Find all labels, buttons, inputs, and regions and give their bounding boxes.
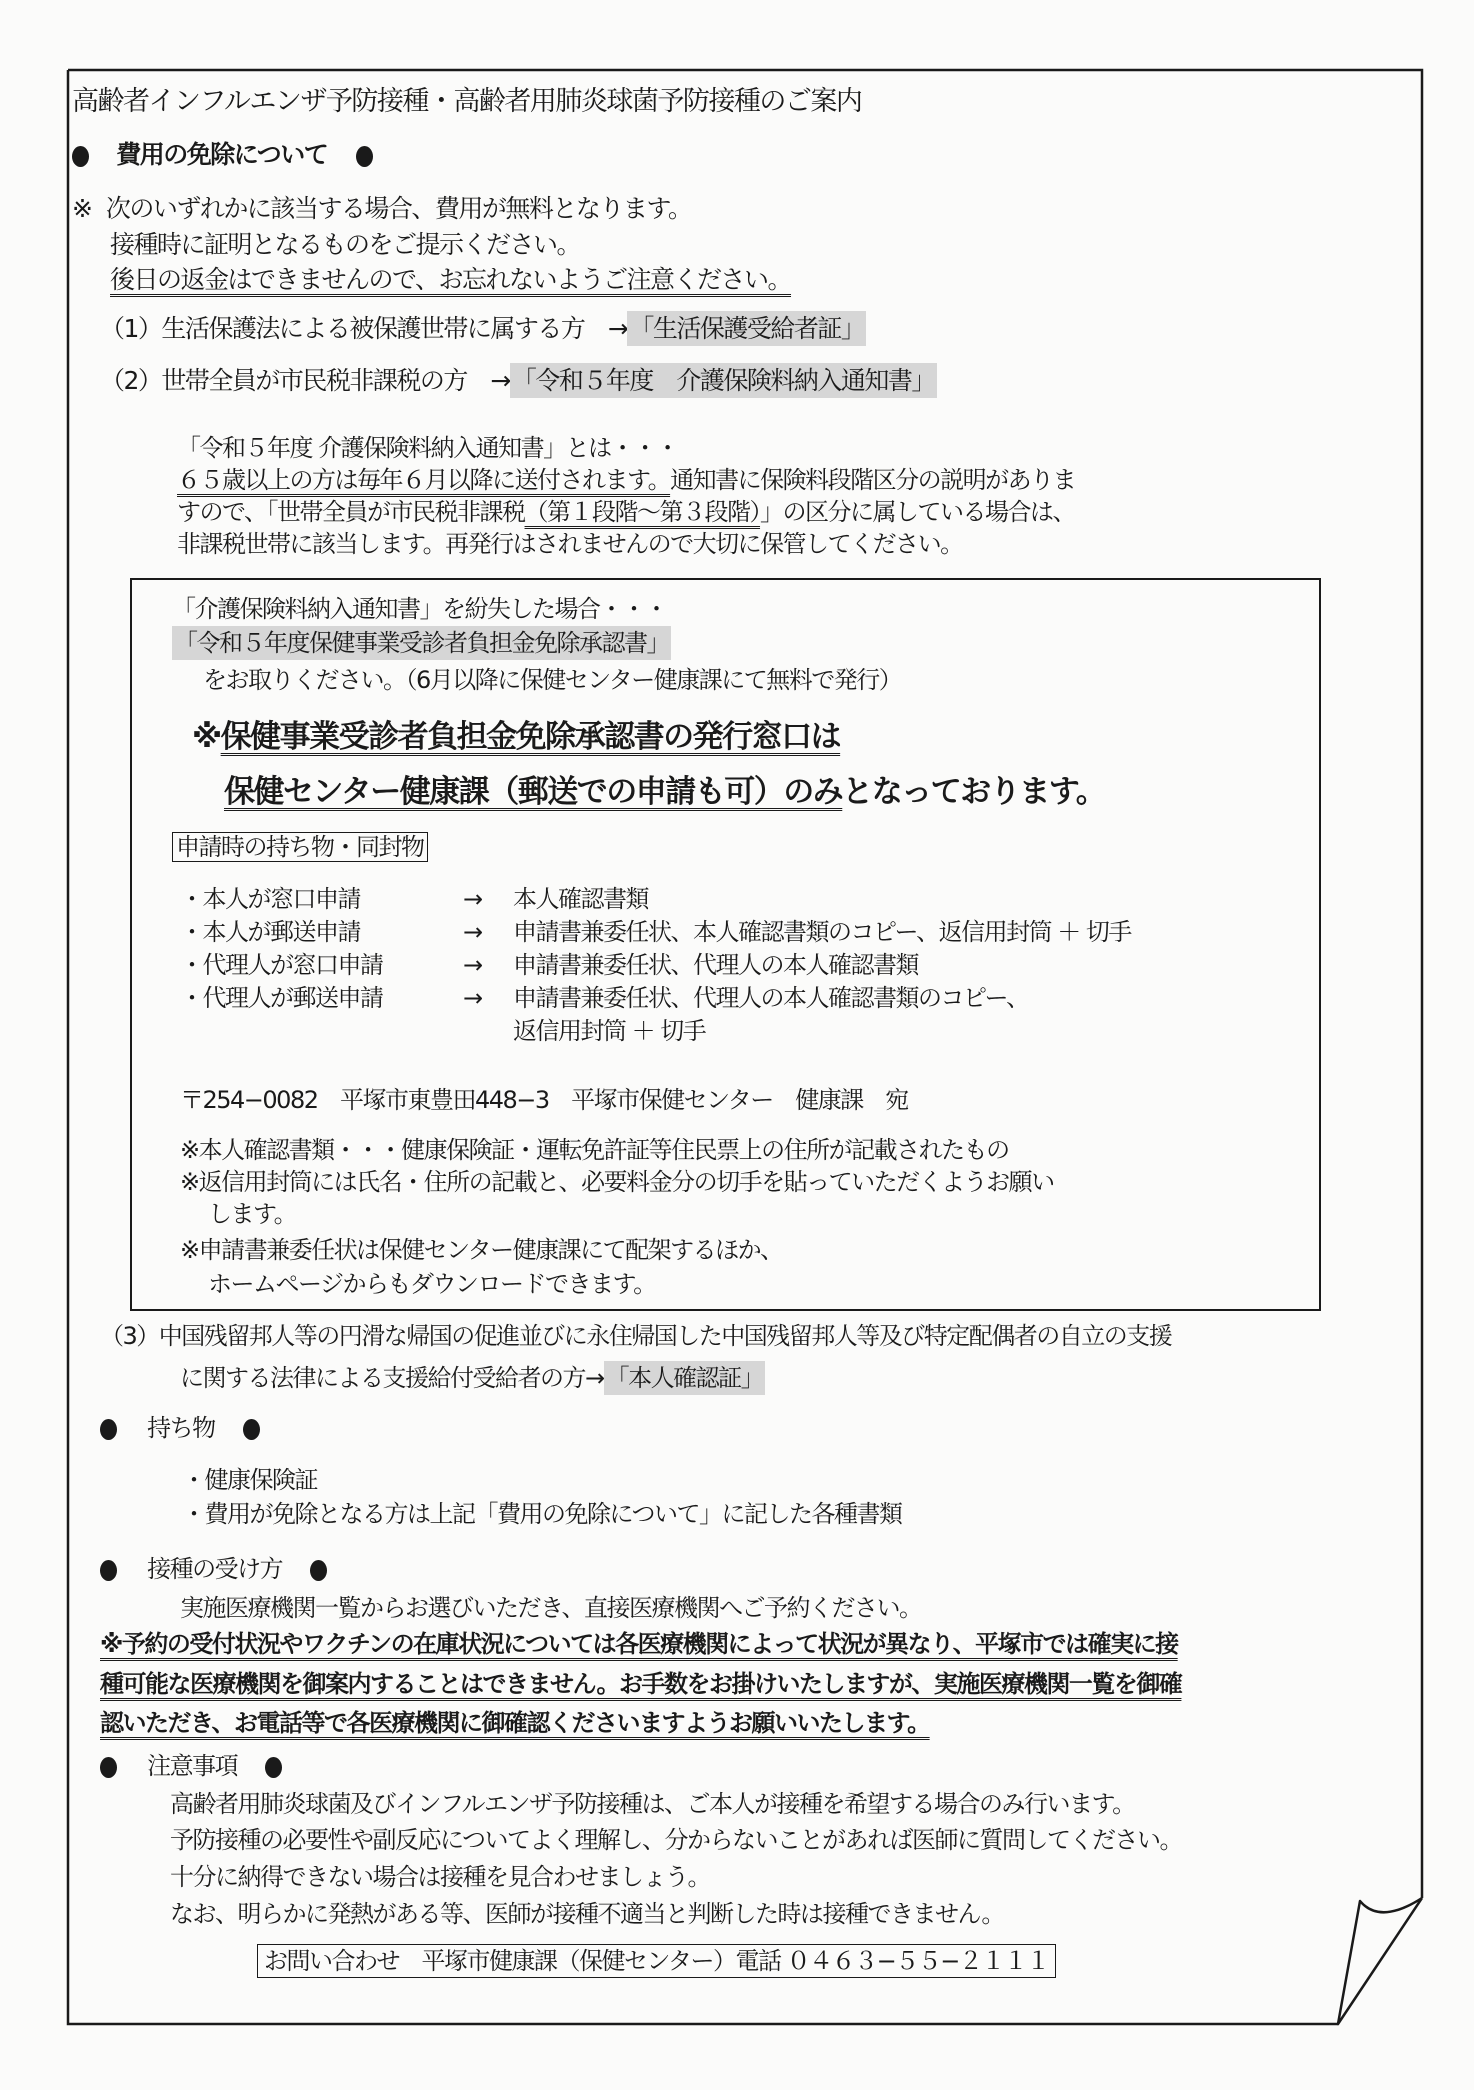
exemption-item-1: （1）生活保護法による被保護世帯に属する方 →「生活保護受給者証」 — [100, 316, 866, 341]
lost-box-note-1: ※本人確認書類・・・健康保険証・運転免許証等住民票上の住所が記載されたもの — [180, 1136, 1009, 1164]
application-item: ・代理人が郵送申請 → 申請書兼委任状、代理人の本人確認書類のコピー、 — [180, 984, 1029, 1012]
bullet-icon — [72, 146, 89, 167]
exemption-item-2: （2）世帯全員が市民税非課税の方 →「令和５年度 介護保険料納入通知書」 — [100, 368, 937, 393]
bullet-icon — [100, 1419, 117, 1440]
application-item: ・代理人が窓口申請 → 申請書兼委任状、代理人の本人確認書類 — [180, 951, 918, 979]
availability-warning: ※予約の受付状況やワクチンの在庫状況については各医療機関によって状況が異なり、平塚市では確実に接 — [100, 1630, 1178, 1658]
availability-warning-2: 種可能な医療機関を御案内することはできません。お手数をお掛けいたしますが、実施医療機関一覧を御確 — [100, 1670, 1182, 1698]
lost-box-note-3b: ホームページからもダウンロードできます。 — [208, 1270, 656, 1298]
notice-explain-3: すので、「世帯全員が市民税非課税（第１段階～第３段階）」の区分に属している場合は、 — [177, 498, 1076, 526]
exemption-intro: ※ 次のいずれかに該当する場合、費用が無料となります。 — [72, 194, 692, 223]
lost-box-note-3: ※申請書兼委任状は保健センター健康課にて配架するほか、 — [180, 1236, 783, 1264]
notice-explain-4: 非課税世帯に該当します。再発行はされませんので大切に保管してください。 — [177, 530, 963, 558]
application-item-continuation: 返信用封筒 ＋ 切手 — [513, 1017, 706, 1045]
lost-box-certificate: 「令和５年度保健事業受診者負担金免除承認書」 — [172, 631, 671, 655]
contact-box: お問い合わせ 平塚市健康課（保健センター）電話 ０４６３−５５−２１１１ — [257, 1944, 1056, 1978]
required-document: 「生活保護受給者証」 — [627, 311, 866, 346]
mailing-address: 〒254−0082 平塚市東豊田448−3 平塚市保健センター 健康課 宛 — [180, 1086, 908, 1114]
how-to-line: 実施医療機関一覧からお選びいただき、直接医療機関へご予約ください。 — [180, 1594, 922, 1622]
no-refund-notice: 後日の返金はできませんので、お忘れないようご注意ください。 — [110, 265, 792, 294]
lost-box-line-1: 「介護保険料納入通知書」を紛失した場合・・・ — [172, 595, 667, 623]
application-item: ・本人が窓口申請 → 本人確認書類 — [180, 885, 648, 913]
section-heading-belongings: 持ち物 — [100, 1416, 260, 1440]
application-item: ・本人が郵送申請 → 申請書兼委任状、本人確認書類のコピー、返信用封筒 ＋ 切手 — [180, 918, 1131, 946]
issuing-window-notice: ※保健事業受診者負担金免除承認書の発行窓口は — [192, 719, 841, 755]
bullet-icon — [356, 146, 373, 167]
lost-box-note-2: ※返信用封筒には氏名・住所の記載と、必要料金分の切手を貼っていただくようお願い — [180, 1168, 1054, 1196]
bullet-icon — [100, 1757, 117, 1778]
belongings-item: ・費用が免除となる方は上記「費用の免除について」に記した各種書類 — [182, 1500, 902, 1528]
notice-explain-1: 「令和５年度 介護保険料納入通知書」とは・・・ — [177, 434, 679, 462]
page-title: 高齢者インフルエンザ予防接種・高齢者用肺炎球菌予防接種のご案内 — [72, 86, 862, 117]
required-document: 「本人確認証」 — [604, 1361, 766, 1395]
caution-line: なお、明らかに発熱がある等、医師が接種不適当と判断した時は接種できません。 — [170, 1900, 1004, 1928]
section-heading-exemption: 費用の免除について — [72, 142, 373, 167]
items-heading: 申請時の持ち物・同封物 — [172, 832, 428, 862]
notice-explain-2: ６５歳以上の方は毎年６月以降に送付されます。通知書に保険料段階区分の説明がありま — [177, 466, 1076, 494]
caution-line: 十分に納得できない場合は接種を見合わせましょう。 — [170, 1863, 710, 1891]
caution-line: 高齢者用肺炎球菌及びインフルエンザ予防接種は、ご本人が接種を希望する場合のみ行います。 — [170, 1790, 1135, 1818]
bullet-icon — [310, 1560, 327, 1581]
lost-box-line-3: をお取りください。（6月以降に保健センター健康課にて無料で発行） — [203, 666, 902, 694]
availability-warning-3: 認いただき、お電話等で各医療機関に御確認くださいますようお願いいたします。 — [100, 1709, 930, 1737]
exemption-item-3-line-2: に関する法律による支援給付受給者の方→「本人確認証」 — [180, 1366, 765, 1390]
exemption-present: 接種時に証明となるものをご提示ください。 — [110, 230, 581, 259]
application-items-list — [180, 887, 1300, 1052]
section-heading-cautions: 注意事項 — [100, 1754, 282, 1778]
required-document: 「令和５年度 介護保険料納入通知書」 — [510, 363, 937, 398]
lost-box-note-2b: します。 — [208, 1200, 297, 1228]
caution-line: 予防接種の必要性や副反応についてよく理解し、分からないことがあれば医師に質問してください。 — [170, 1826, 1183, 1854]
belongings-item: ・健康保険証 — [182, 1466, 317, 1494]
section-heading-how-to: 接種の受け方 — [100, 1557, 327, 1581]
exemption-item-3: （3）中国残留邦人等の円滑な帰国の促進並びに永住帰国した中国残留邦人等及び特定配偶者の自立の支援 — [100, 1322, 1172, 1350]
bullet-icon — [243, 1419, 260, 1440]
bullet-icon — [265, 1757, 282, 1778]
issuing-window-notice-2: 保健センター健康課（郵送での申請も可）のみとなっております。 — [224, 774, 1106, 810]
page-curl-icon — [1338, 1898, 1422, 2024]
bullet-icon — [100, 1560, 117, 1581]
